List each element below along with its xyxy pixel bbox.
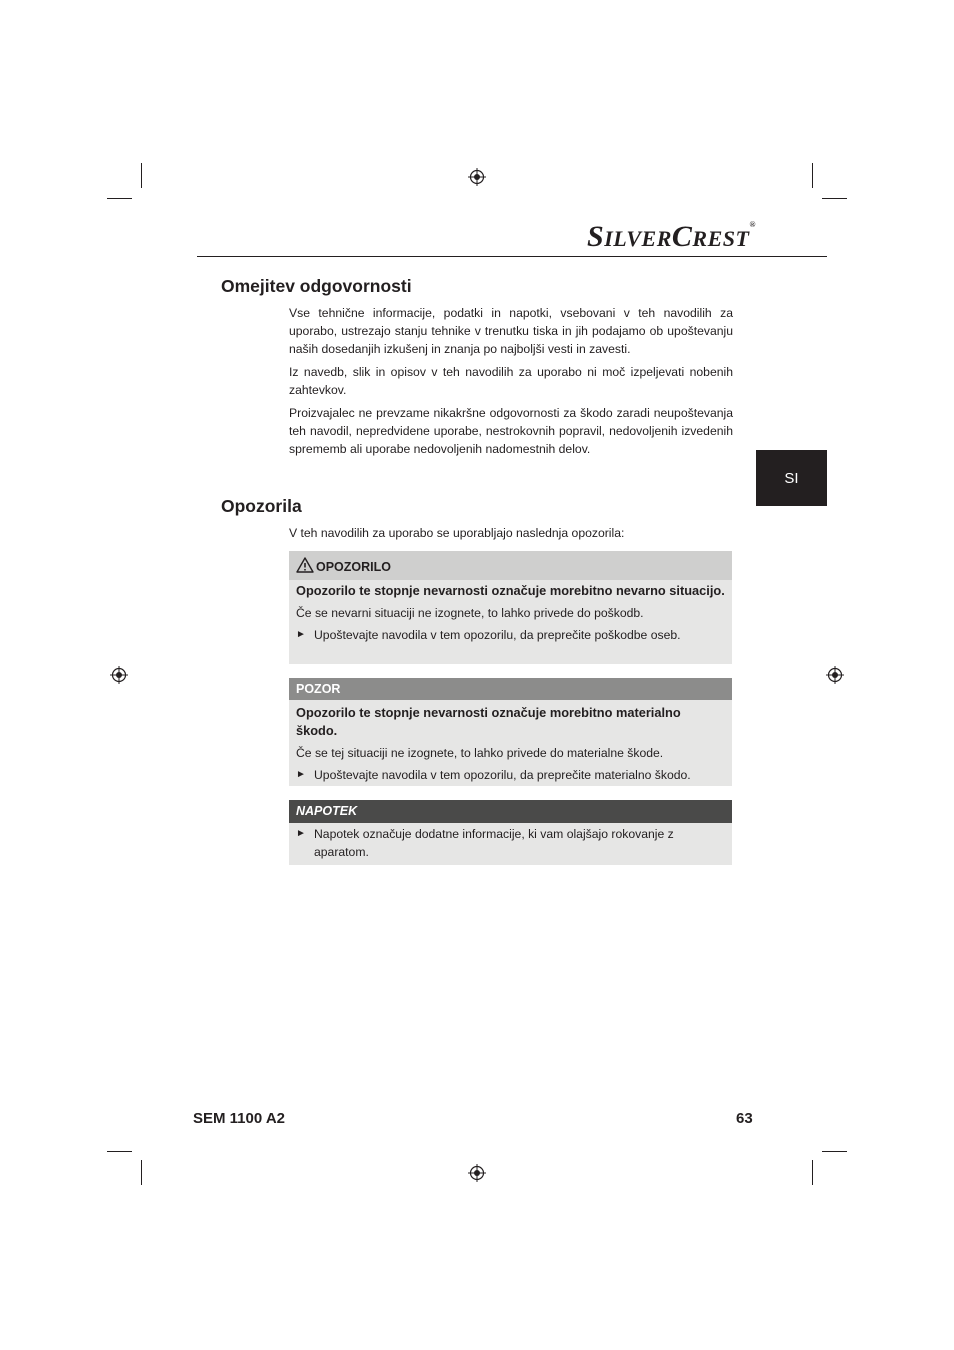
caution-bullet: Upoštevajte navodila v tem opozorilu, da preprečite materialno škodo. — [314, 768, 691, 782]
crop-mark — [107, 198, 132, 199]
language-tab: SI — [756, 450, 827, 506]
warning-label: OPOZORILO — [316, 560, 391, 574]
list-item — [296, 766, 725, 784]
note-bullet: Napotek označuje dodatne informacije, ki vam olajšajo rokovanje z aparatom. — [314, 827, 674, 859]
silvercrest-logo: SILVERCREST® — [587, 220, 756, 253]
arrow-right-icon: ► — [296, 629, 306, 640]
crop-mark — [141, 1160, 142, 1185]
header-rule — [197, 256, 827, 257]
registration-mark-icon — [468, 1164, 486, 1182]
crop-mark — [822, 1151, 847, 1152]
intro-text: V teh navodilih za uporabo se uporabljajo naslednja opozorila: — [289, 526, 625, 540]
warning-triangle-icon — [296, 557, 314, 573]
note-box-header — [289, 800, 732, 823]
registration-mark-icon — [826, 666, 844, 684]
note-label: NAPOTEK — [296, 804, 358, 818]
warning-bullet: Upoštevajte navodila v tem opozorilu, da preprečite poškodbe oseb. — [314, 628, 681, 642]
warning-text: Če se nevarni situaciji ne izognete, to lahko privede do poškodb. — [296, 606, 644, 620]
page-number: 63 — [736, 1110, 753, 1127]
arrow-right-icon: ► — [296, 769, 306, 780]
list-item — [296, 626, 725, 644]
section-title-warnings: Opozorila — [221, 496, 302, 516]
warning-box-header — [289, 551, 732, 580]
crop-mark — [141, 163, 142, 188]
registration-mark-icon — [468, 168, 486, 186]
paragraph: Proizvajalec ne prevzame nikakršne odgovornosti za škodo zaradi neupoštevanja teh navodil, nepredvidene uporabe, nestrokovnih popravil, nedovoljenih izvedenih sprememb ali uporabe nedovoljenih nadomestnih delov. — [289, 406, 733, 456]
footer-model: SEM 1100 A2 — [193, 1110, 285, 1127]
crop-mark — [812, 163, 813, 188]
arrow-right-icon: ► — [296, 828, 306, 839]
caution-box-header — [289, 678, 732, 700]
section-title-disclaimer: Omejitev odgovornosti — [221, 276, 412, 296]
warning-box — [289, 551, 732, 664]
crop-mark — [822, 198, 847, 199]
crop-mark — [812, 1160, 813, 1185]
caution-heading: Opozorilo te stopnje nevarnosti označuje morebitno materialno škodo. — [296, 705, 681, 738]
paragraph: Iz navedb, slik in opisov v teh navodilih za uporabo ni moč izpeljevati nobenih zahtevkov. — [289, 365, 733, 397]
caution-label: POZOR — [296, 682, 341, 696]
note-box — [289, 800, 732, 865]
warning-heading: Opozorilo te stopnje nevarnosti označuje morebitno nevarno situacijo. — [296, 583, 725, 598]
list-item — [296, 825, 725, 861]
registration-mark-icon — [110, 666, 128, 684]
crop-mark — [107, 1151, 132, 1152]
paragraph: Vse tehnične informacije, podatki in napotki, vsebovani v teh navodilih za uporabo, ustrezajo stanju tehnike v trenutku tiska in jih podajamo ob upoštevanju naših dosedanjih izkušenj in znanja po najboljši vesti in zavesti. — [289, 306, 733, 356]
caution-box — [289, 678, 732, 786]
caution-text: Če se tej situaciji ne izognete, to lahko privede do materialne škode. — [296, 746, 664, 760]
